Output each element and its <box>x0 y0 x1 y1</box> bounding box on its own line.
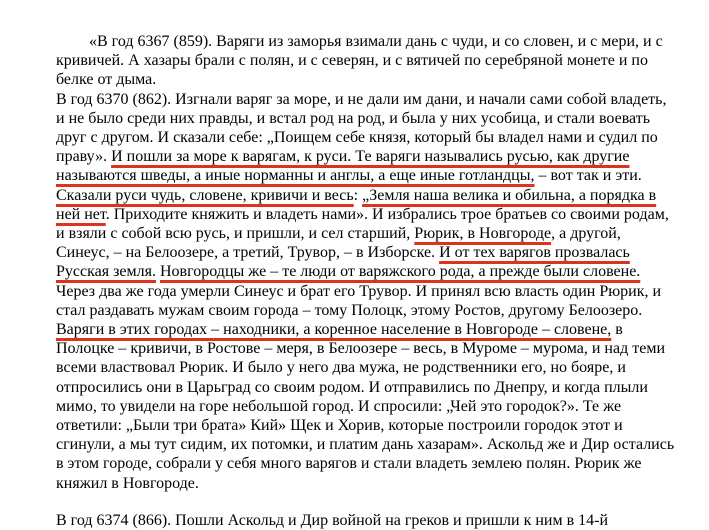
text-line <box>56 51 680 70</box>
text-segment: В год 6374 (866). Пошли Аскольд и Дир войной на греков и пришли к ним в 14-й <box>56 512 609 529</box>
text-line <box>56 320 680 339</box>
text-line <box>56 243 680 262</box>
text-segment: друг с другом. И сказали себе: „Поищем себе князя, который бы владел нами и судил по <box>56 129 658 147</box>
red-underlined-text: ней нет <box>56 205 106 223</box>
text-segment: «В год 6367 (859). Варяги из заморья взимали дань с чуди, и со словен, и с мери, и с <box>89 33 663 50</box>
text-line <box>56 166 680 185</box>
text-segment: стал раздавать мужам своим города – тому Полоцк, этому Ростов, другому Белоозеро. <box>56 301 643 319</box>
text-segment: княжил в Новгороде. <box>56 474 199 492</box>
text-segment: ответили: „Были три брата» Кий» Щек и Хорив, которые построили городок этот и <box>56 417 623 435</box>
red-underlined-text: Варяги в этих городах – находники, а коренное население в Новгороде – словене, <box>56 321 612 339</box>
text-segment: , а другой, <box>551 225 621 243</box>
text-segment: В год 6370 (862). Изгнали варяг за море, и не дали им дани, и начали сами собой владеть, <box>56 90 667 108</box>
red-underlined-text: называются шведы, а иные норманны и англы, а еще иные готландцы, <box>56 167 535 185</box>
text-line <box>56 32 680 51</box>
text-line <box>56 90 680 109</box>
text-segment: Полоцке – кривичи, в Ростове – меря, в Белоозере – весь, в Муроме – мурома, и над теми <box>56 340 666 358</box>
text-line <box>56 224 680 243</box>
red-underlined-text: Сказали руси чудь, словене, кривичи и весь <box>56 186 354 204</box>
text-block <box>56 32 680 493</box>
text-segment: и не было среди них правды, и встал род на род, и была у них усобица, и стали воевать <box>56 109 651 127</box>
text-line <box>56 205 680 224</box>
text-segment: : <box>353 186 363 204</box>
red-underlined-text: И пошли за море к варягам, к руси. Те варяги назывались русью, как другие <box>111 148 630 166</box>
text-segment: Через два же года умерли Синеус и брат его Трувор. И принял всю власть один Рюрик, и <box>56 282 662 300</box>
bottom-partial-line <box>56 511 608 530</box>
text-segment: . Приходите княжить и владеть нами». И избрались трое братьев со своими родам, <box>105 205 669 223</box>
text-segment: Синеус, – на Белоозере, а третий, Трувор, – в Изборске. <box>56 244 440 262</box>
red-underlined-text: „Земля наша велика и обильна, а порядка в <box>362 186 657 204</box>
text-line <box>56 282 680 301</box>
text-line <box>56 109 680 128</box>
red-underlined-text: Рюрик, в Новгороде <box>414 225 552 243</box>
red-underlined-text: Новгородцы же – те люди от варяжского рода, а прежде были словене. <box>159 263 641 281</box>
text-line <box>56 397 680 416</box>
text-segment: отпросились они в Царьград со своим родом. И отправились по Днепру, и когда плыли <box>56 378 648 396</box>
text-segment: в этом городе, собрали у себя много варягов и стали владеть землею полян. Рюрик же <box>56 455 642 473</box>
text-segment: мимо, то увидели на горе небольшой город. И спросили: „Чей это городок?». Те же <box>56 397 622 415</box>
text-line <box>56 454 680 473</box>
text-line <box>56 262 680 281</box>
text-line <box>56 147 680 166</box>
text-line <box>56 339 680 358</box>
text-line <box>56 358 680 377</box>
text-line <box>56 416 680 435</box>
text-line <box>56 474 680 493</box>
text-line <box>56 378 680 397</box>
red-underlined-text: Русская земля. <box>56 263 156 281</box>
text-segment: в <box>611 321 623 339</box>
text-segment: белке от дыма. <box>56 71 157 89</box>
text-segment: – вот так и эти. <box>534 167 642 185</box>
text-line <box>56 186 680 205</box>
text-segment: сгинули, а мы тут сидим, их потомки, и платим дань хазарам». Аскольд же и Дир остались <box>56 436 675 454</box>
red-underlined-text: И от тех варягов прозвалась <box>439 244 630 262</box>
text-segment: всеми властвовал Рюрик. И было у него два мужа, не родственники его, но бояре, и <box>56 359 626 377</box>
text-line <box>56 70 680 89</box>
text-line <box>56 128 680 147</box>
text-line <box>56 435 680 454</box>
text-segment: кривичей. А хазары брали с полян, и с северян, и с вятичей по серебряной монете и по <box>56 52 648 70</box>
text-segment: и взяли с собой всю русь, и пришли, и сел старший, <box>56 225 415 243</box>
text-line <box>56 301 680 320</box>
text-segment: праву». <box>56 148 112 166</box>
